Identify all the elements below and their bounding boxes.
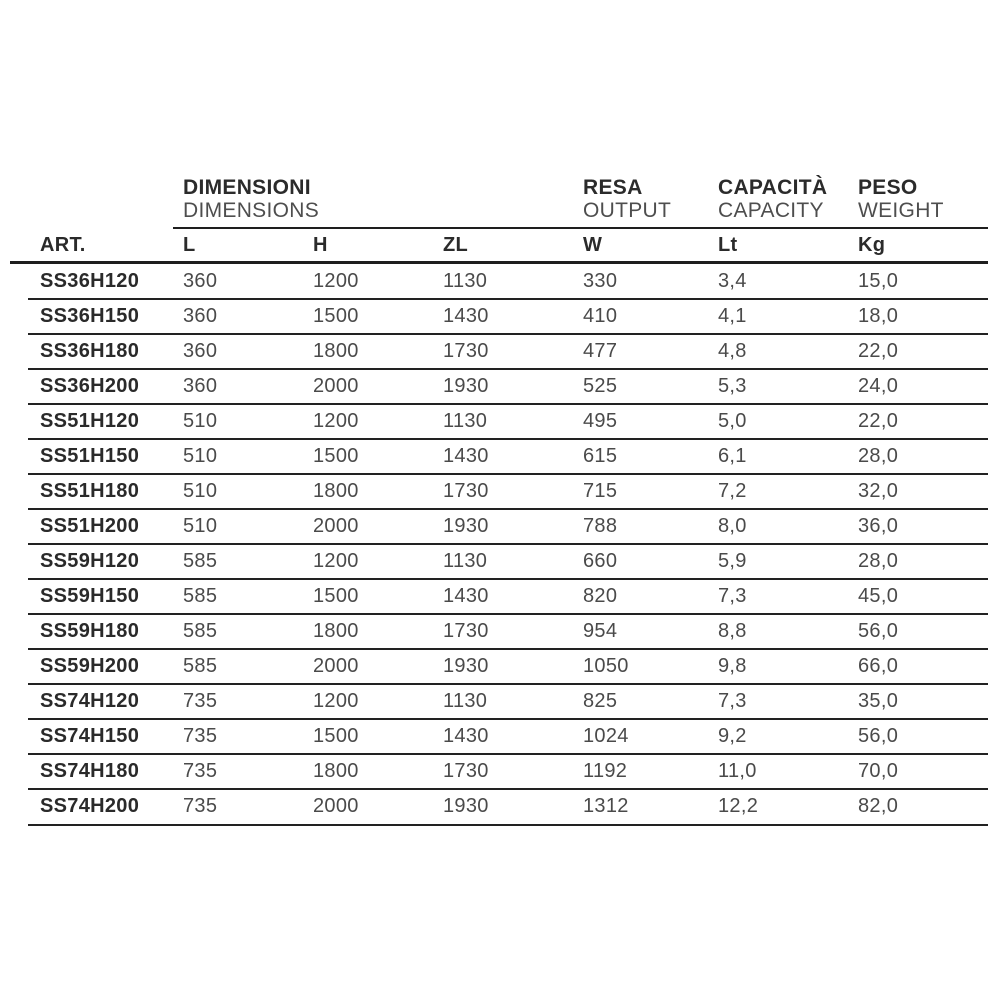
column-header-row <box>0 229 988 261</box>
group-header-weight <box>858 176 988 222</box>
cell-l: 735 <box>183 795 218 817</box>
cell-l: 510 <box>183 445 218 467</box>
cell-zl: 1130 <box>443 690 488 712</box>
table-row <box>0 754 988 789</box>
cell-l: 360 <box>183 270 218 292</box>
cell-w: 330 <box>583 270 618 292</box>
cell-art: SS51H150 <box>40 445 140 467</box>
cell-kg: 70,0 <box>858 760 899 782</box>
cell-w: 1050 <box>583 655 629 677</box>
cell-lt: 7,2 <box>718 480 747 502</box>
cell-w: 1312 <box>583 795 629 817</box>
cell-h: 1800 <box>313 340 359 362</box>
cell-art: SS51H120 <box>40 410 140 432</box>
cell-lt: 8,0 <box>718 515 747 537</box>
cell-zl: 1430 <box>443 305 489 327</box>
cell-kg: 18,0 <box>858 305 899 327</box>
cell-lt: 7,3 <box>718 585 747 607</box>
cell-kg: 35,0 <box>858 690 899 712</box>
cell-l: 735 <box>183 760 218 782</box>
table-row <box>0 474 988 509</box>
cell-l: 585 <box>183 620 218 642</box>
cell-w: 477 <box>583 340 618 362</box>
cell-h: 1800 <box>313 760 359 782</box>
table-row <box>0 334 988 369</box>
cell-kg: 56,0 <box>858 725 899 747</box>
cell-zl: 1730 <box>443 620 489 642</box>
table-row <box>0 684 988 719</box>
cell-kg: 15,0 <box>858 270 899 292</box>
cell-kg: 56,0 <box>858 620 899 642</box>
cell-kg: 45,0 <box>858 585 899 607</box>
cell-w: 1192 <box>583 760 628 782</box>
cell-kg: 24,0 <box>858 375 899 397</box>
spec-table <box>0 176 988 826</box>
cell-lt: 9,8 <box>718 655 747 677</box>
column-header-lt: Lt <box>718 233 738 256</box>
table-body <box>0 264 988 824</box>
cell-zl: 1430 <box>443 585 489 607</box>
cell-lt: 4,8 <box>718 340 747 362</box>
cell-l: 360 <box>183 375 218 397</box>
cell-w: 715 <box>583 480 618 502</box>
cell-art: SS74H150 <box>40 725 140 747</box>
cell-lt: 6,1 <box>718 445 747 467</box>
cell-w: 820 <box>583 585 618 607</box>
cell-h: 1800 <box>313 480 359 502</box>
cell-lt: 5,0 <box>718 410 747 432</box>
cell-h: 2000 <box>313 795 359 817</box>
cell-l: 585 <box>183 585 218 607</box>
group-header-output-primary: RESA <box>583 176 643 199</box>
cell-h: 2000 <box>313 515 359 537</box>
group-header-capacity-secondary: CAPACITY <box>718 199 824 222</box>
group-header-output-secondary: OUTPUT <box>583 199 672 222</box>
cell-zl: 1130 <box>443 550 488 572</box>
cell-lt: 9,2 <box>718 725 747 747</box>
cell-lt: 7,3 <box>718 690 747 712</box>
cell-art: SS74H180 <box>40 760 140 782</box>
group-header-row <box>0 176 988 222</box>
cell-lt: 11,0 <box>718 760 757 782</box>
table-row <box>0 614 988 649</box>
cell-art: SS59H180 <box>40 620 140 642</box>
cell-lt: 5,3 <box>718 375 747 397</box>
cell-l: 735 <box>183 690 218 712</box>
table-bottom-border <box>28 824 988 826</box>
table-row <box>0 649 988 684</box>
cell-lt: 8,8 <box>718 620 747 642</box>
table-row <box>0 439 988 474</box>
cell-zl: 1430 <box>443 445 489 467</box>
cell-zl: 1430 <box>443 725 489 747</box>
cell-zl: 1930 <box>443 795 489 817</box>
cell-l: 510 <box>183 410 218 432</box>
table-row <box>0 509 988 544</box>
cell-w: 615 <box>583 445 618 467</box>
cell-art: SS74H200 <box>40 795 140 817</box>
cell-art: SS36H150 <box>40 305 140 327</box>
cell-zl: 1130 <box>443 410 488 432</box>
cell-h: 2000 <box>313 655 359 677</box>
cell-l: 735 <box>183 725 218 747</box>
cell-art: SS59H120 <box>40 550 140 572</box>
table-row <box>0 579 988 614</box>
cell-h: 1200 <box>313 410 359 432</box>
cell-lt: 5,9 <box>718 550 747 572</box>
cell-w: 1024 <box>583 725 629 747</box>
cell-w: 410 <box>583 305 618 327</box>
cell-h: 1500 <box>313 585 359 607</box>
cell-kg: 66,0 <box>858 655 899 677</box>
cell-kg: 28,0 <box>858 550 899 572</box>
cell-h: 1200 <box>313 270 359 292</box>
cell-kg: 36,0 <box>858 515 899 537</box>
column-header-w: W <box>583 233 603 256</box>
column-header-zl: ZL <box>443 233 469 256</box>
cell-zl: 1730 <box>443 760 489 782</box>
cell-zl: 1930 <box>443 375 489 397</box>
group-header-weight-secondary: WEIGHT <box>858 199 944 222</box>
cell-kg: 22,0 <box>858 410 899 432</box>
cell-w: 660 <box>583 550 618 572</box>
cell-art: SS59H150 <box>40 585 140 607</box>
cell-w: 954 <box>583 620 618 642</box>
cell-kg: 32,0 <box>858 480 899 502</box>
cell-l: 510 <box>183 515 218 537</box>
cell-kg: 28,0 <box>858 445 899 467</box>
cell-l: 360 <box>183 305 218 327</box>
cell-h: 1200 <box>313 550 359 572</box>
cell-h: 1500 <box>313 305 359 327</box>
cell-h: 1500 <box>313 725 359 747</box>
cell-h: 1500 <box>313 445 359 467</box>
cell-kg: 82,0 <box>858 795 899 817</box>
group-header-dimensions-primary: DIMENSIONI <box>183 176 311 199</box>
column-header-l: L <box>183 233 196 256</box>
column-header-kg: Kg <box>858 233 886 256</box>
table-row <box>0 544 988 579</box>
cell-l: 585 <box>183 655 218 677</box>
cell-zl: 1930 <box>443 655 489 677</box>
group-header-dimensions-secondary: DIMENSIONS <box>183 199 320 222</box>
table-row <box>0 369 988 404</box>
cell-lt: 4,1 <box>718 305 747 327</box>
cell-w: 788 <box>583 515 618 537</box>
group-header-dimensions <box>183 176 583 222</box>
table-row <box>0 264 988 299</box>
column-header-h: H <box>313 233 328 256</box>
cell-zl: 1930 <box>443 515 489 537</box>
cell-kg: 22,0 <box>858 340 899 362</box>
group-header-output <box>583 176 718 222</box>
cell-art: SS51H180 <box>40 480 140 502</box>
cell-art: SS51H200 <box>40 515 140 537</box>
cell-art: SS36H180 <box>40 340 140 362</box>
cell-h: 2000 <box>313 375 359 397</box>
cell-h: 1800 <box>313 620 359 642</box>
table-row <box>0 404 988 439</box>
cell-w: 495 <box>583 410 618 432</box>
cell-l: 510 <box>183 480 218 502</box>
group-header-capacity-primary: CAPACITÀ <box>718 176 828 199</box>
table-row <box>0 299 988 334</box>
cell-w: 825 <box>583 690 618 712</box>
cell-lt: 3,4 <box>718 270 747 292</box>
cell-h: 1200 <box>313 690 359 712</box>
table-row <box>0 719 988 754</box>
cell-zl: 1130 <box>443 270 488 292</box>
group-header-weight-primary: PESO <box>858 176 918 199</box>
group-header-capacity <box>718 176 858 222</box>
cell-art: SS36H120 <box>40 270 140 292</box>
column-header-art: ART. <box>40 233 86 256</box>
cell-art: SS74H120 <box>40 690 140 712</box>
cell-zl: 1730 <box>443 480 489 502</box>
cell-l: 360 <box>183 340 218 362</box>
cell-lt: 12,2 <box>718 795 759 817</box>
cell-l: 585 <box>183 550 218 572</box>
cell-art: SS59H200 <box>40 655 140 677</box>
cell-zl: 1730 <box>443 340 489 362</box>
cell-art: SS36H200 <box>40 375 140 397</box>
table-row <box>0 789 988 824</box>
cell-w: 525 <box>583 375 618 397</box>
